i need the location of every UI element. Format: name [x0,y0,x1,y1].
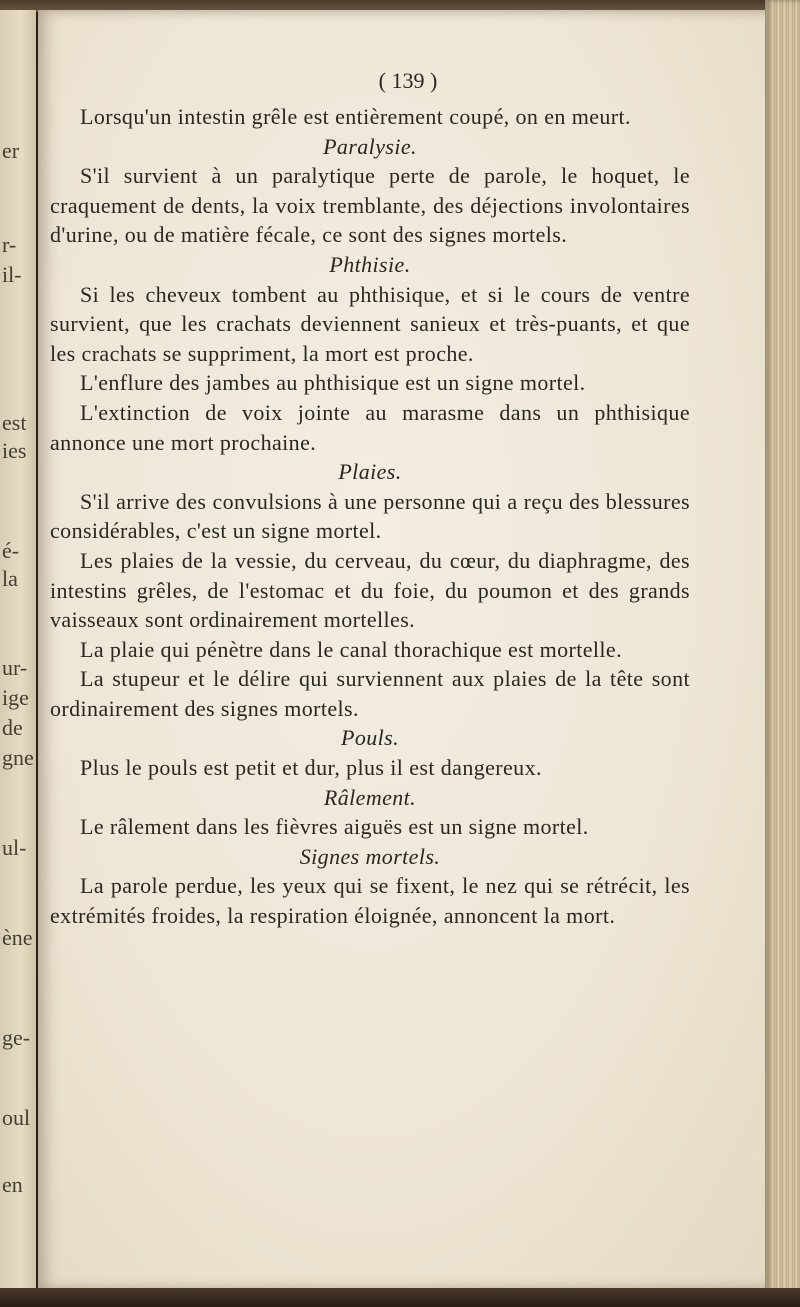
left-page-fragment: il- [2,262,22,287]
book-bottom-edge [0,1288,800,1307]
section-heading: Signes mortels. [299,843,441,869]
section-heading: Pouls. [340,725,399,751]
left-page-fragment: ur- [2,655,28,680]
left-page-fragment: en [2,1172,23,1197]
left-page-fragment: ène [2,925,33,950]
paragraph: L'extinction de voix jointe au marasme dans un phthisique annonce une mort prochaine. [50,399,690,455]
left-page-fragment: gne [2,745,34,770]
left-page-fragment: ige [2,685,29,710]
left-page-sliver [0,10,36,1290]
paragraph: L'enflure des jambes au phthisique est un signe mortel. [80,370,586,396]
section-heading: Plaies. [338,459,402,485]
paragraph: Le râlement dans les fièvres aiguës est un signe mortel. [80,814,589,840]
left-page-fragment: oul [2,1105,31,1130]
paragraph: La plaie qui pénètre dans le canal thorachique est mortelle. [80,636,622,662]
paragraph: Lorsqu'un intestin grêle est entièrement coupé, on en meurt. [80,104,631,129]
section-heading: Râlement. [323,784,417,810]
left-page-fragment: est [2,410,27,435]
left-page-fragment: ge- [2,1025,31,1050]
left-page-fragment: ul- [2,835,27,860]
left-page-fragment: de [2,715,23,740]
left-page-fragment: ies [2,438,27,463]
section-heading: Paralysie. [323,133,417,159]
left-page-fragment: la [2,566,18,591]
left-page-fragment: er [2,138,20,163]
book-page [38,10,778,1290]
paragraph: La stupeur et le délire qui surviennent aux plaies de la tête sont ordinairement des signes mortels. [50,666,690,721]
left-page-fragment: é- [2,538,20,563]
book-fore-edge [765,0,800,1307]
page-number: ( 139 ) [378,68,438,93]
paragraph: S'il survient à un paralytique perte de parole, le hoquet, le craquement de dents, la voix tremblante, des déjections involontaires d'urine, ou de matière fécale, ce sont des signes mortels. [50,163,690,248]
paragraph: Les plaies de la vessie, du cerveau, du cœur, du diaphragme, des intestins grêles, de l'estomac et du foie, du poumon et des grands vaisseaux sont ordinairement mortelles. [50,547,690,633]
paragraph: Si les cheveux tombent au phthisique, et si le cours de ventre survient, que les crachats deviennent sanieux et très-puants, et que les crachats se suppriment, la mort est proche. [50,281,690,366]
left-page-fragment: r- [2,232,17,257]
paragraph: Plus le pouls est petit et dur, plus il est dangereux. [80,755,542,781]
paragraph: S'il arrive des convulsions à une personne qui a reçu des blessures considérables, c'est un signe mortel. [50,488,690,544]
section-heading: Phthisie. [329,251,411,277]
page-text [50,102,690,931]
paragraph: La parole perdue, les yeux qui se fixent, le nez qui se rétrécit, les extrémités froides, la respiration éloignée, annoncent la mort. [50,873,690,929]
